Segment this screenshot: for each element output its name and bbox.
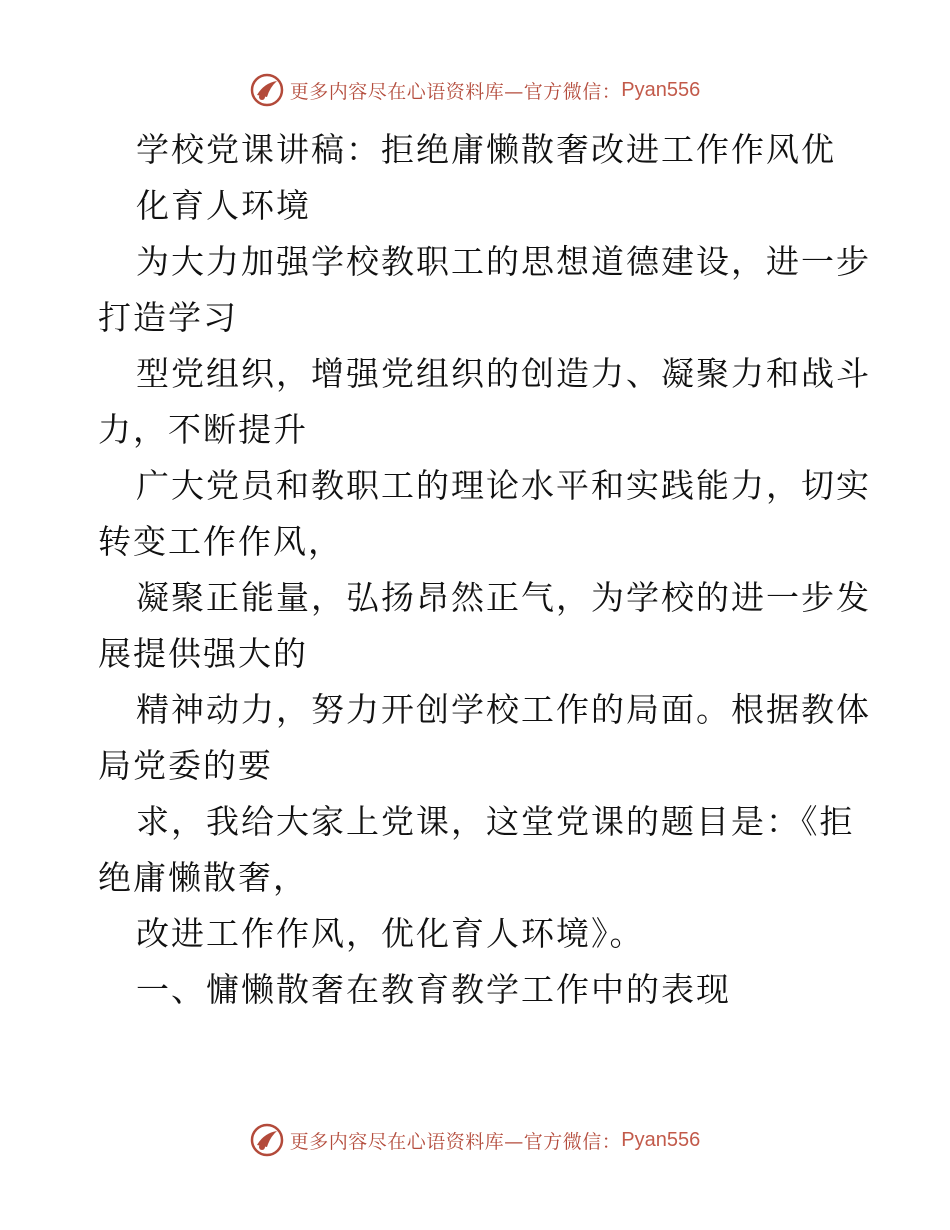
text-line: 为大力加强学校教职工的思想道德建设，进一步 [136, 242, 871, 281]
text-line: 局党委的要 [98, 746, 273, 785]
text-line: 力，不断提升 [98, 410, 308, 449]
text-line: 学校党课讲稿：拒绝庸懒散奢改进工作作风优 [136, 130, 836, 169]
text-line: 精神动力，努力开创学校工作的局面。根据教体 [136, 690, 871, 729]
text-line: 化育人环境 [136, 186, 311, 225]
text-line: 打造学习 [98, 298, 238, 337]
text-line: 广大党员和教职工的理论水平和实践能力，切实 [136, 466, 871, 505]
brand-logo-icon [250, 1123, 284, 1157]
header-watermark [0, 70, 950, 110]
watermark-text: 更多内容尽在心语资料库—官方微信： [289, 80, 622, 103]
watermark-text: 更多内容尽在心语资料库—官方微信： [289, 1130, 622, 1153]
text-line: 型党组织，增强党组织的创造力、凝聚力和战斗 [136, 354, 871, 393]
text-line: 凝聚正能量，弘扬昂然正气，为学校的进一步发 [136, 578, 871, 617]
document-body [98, 122, 871, 1018]
section-heading: 一、慵懒散奢在教育教学工作中的表现 [136, 970, 731, 1009]
text-line: 绝庸懒散奢， [98, 858, 308, 897]
text-line: 求，我给大家上党课，这堂党课的题目是：《拒 [136, 802, 855, 841]
watermark-wechat-id: Pyan556 [621, 78, 701, 101]
text-line: 改进工作作风，优化育人环境》。 [136, 914, 645, 953]
text-line: 转变工作作风， [98, 522, 343, 561]
brand-logo-icon [250, 73, 284, 107]
footer-watermark [0, 1120, 950, 1160]
watermark-wechat-id: Pyan556 [621, 1128, 701, 1151]
text-line: 展提供强大的 [98, 634, 308, 673]
